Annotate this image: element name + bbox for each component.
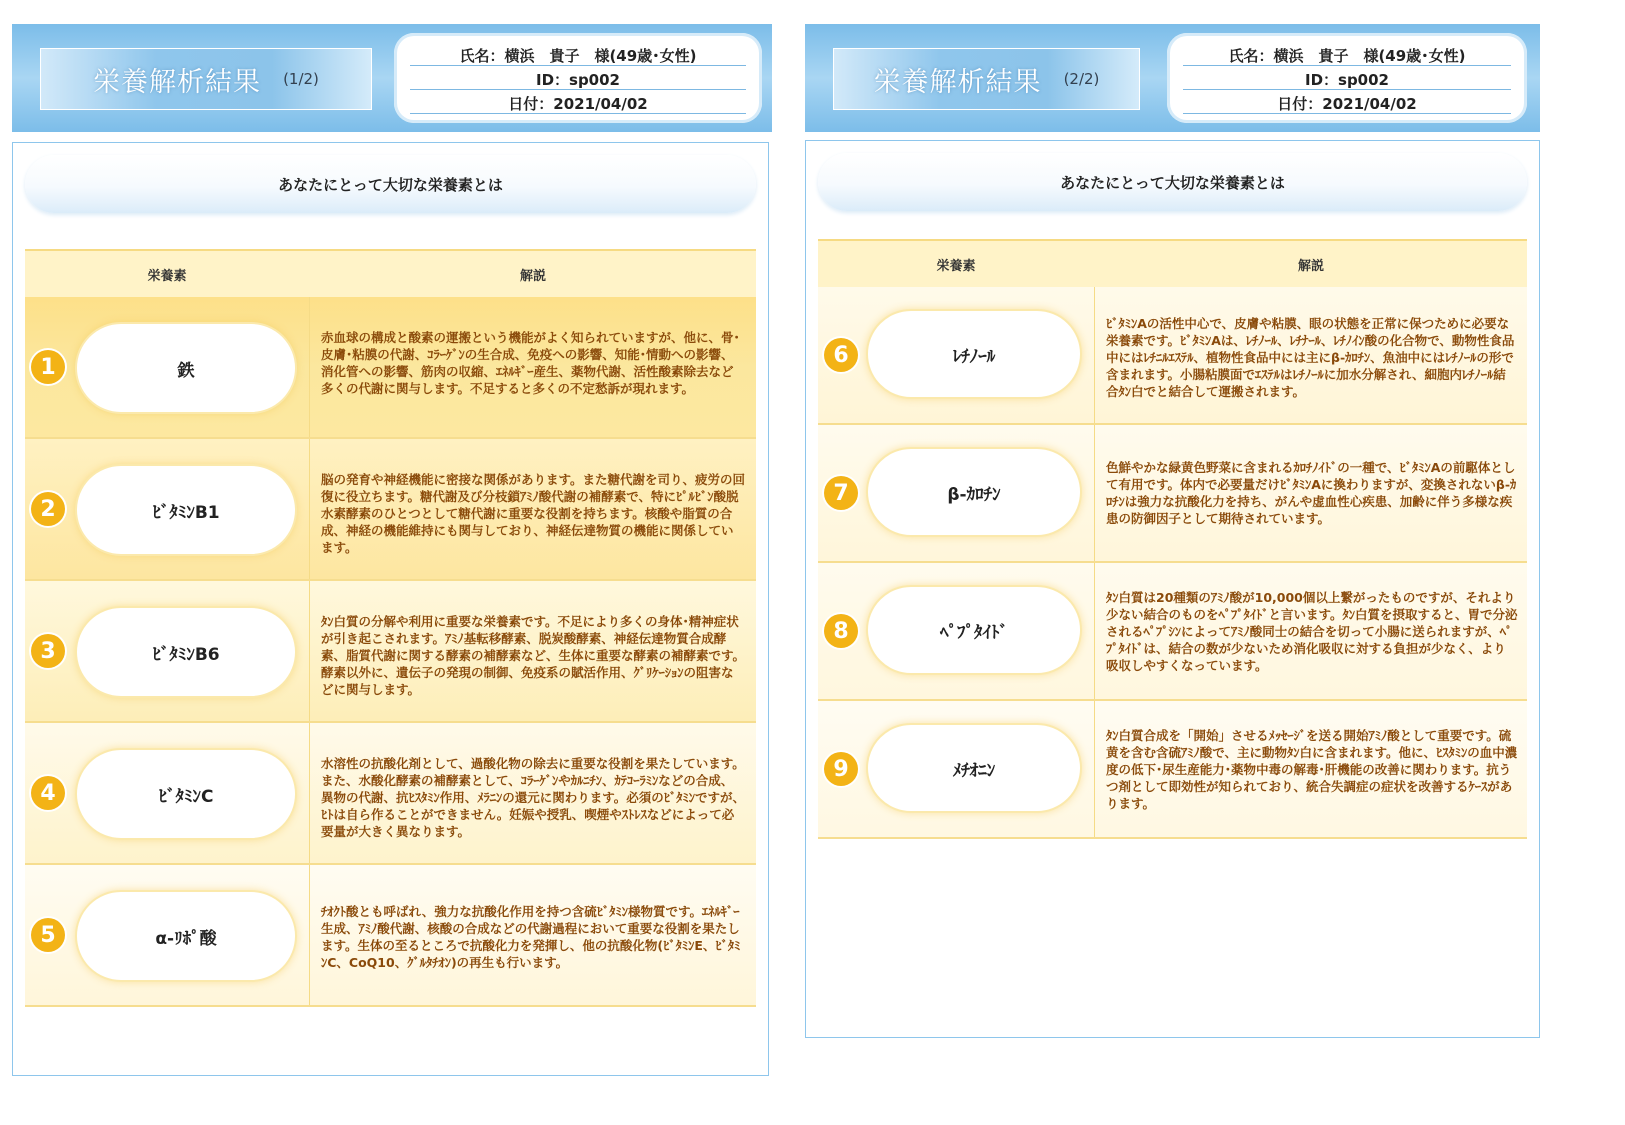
nutrient-description: ﾋﾞﾀﾐﾝAの活性中心で、皮膚や粘膜、眼の状態を正常に保つために必要な栄養素です。ﾋﾞﾀﾐﾝAは、ﾚﾁﾉｰﾙ、ﾚﾁﾅｰﾙ、ﾚﾁﾉｲﾝ酸の化合物で、動物性食品中にはﾚﾁﾆﾙｴｽﾃﾙ、植物性食品中には主にβ-ｶﾛﾁﾝ、魚油中にはﾚﾁﾉｰﾙの形で含まれます。小腸粘膜面でｴｽﾃﾙはﾚﾁﾉｰﾙに加水分解され、細胞内ﾚﾁﾉｰﾙ結合ﾀﾝ白でと結合して運搬されます。 <box>1106 316 1515 399</box>
nutrient-description: 水溶性の抗酸化剤として、過酸化物の除去に重要な役割を果たしています。また、水酸化酵素の補酵素として、ｺﾗｰｹﾞﾝやｶﾙﾆﾁﾝ、ｶﾃｺｰﾗﾐﾝなどの合成、異物の代謝、抗ﾋｽﾀﾐﾝ作用、ﾒﾗﾆﾝの還元に関わります。必須のﾋﾞﾀﾐﾝですが、ﾋﾄは自ら作ることができません。妊娠や授乳、喫煙やｽﾄﾚｽなどによって必要量が大きく異なります。 <box>321 756 746 839</box>
row-number-badge: 1 <box>31 350 65 384</box>
nutrient-name-pill: ﾍﾟﾌﾟﾀｲﾄﾞ <box>866 585 1082 675</box>
nutrient-name-pill: β-ｶﾛﾁﾝ <box>866 447 1082 537</box>
column-divider <box>1094 425 1095 561</box>
nutrient-name-pill: α-ﾘﾎﾟ酸 <box>75 890 297 982</box>
table-row <box>818 287 1527 425</box>
report-header <box>12 24 772 132</box>
row-number-badge: 8 <box>824 614 858 648</box>
nutrient-name-pill: ﾚﾁﾉｰﾙ <box>866 309 1082 399</box>
nutrient-name-pill: ﾋﾞﾀﾐﾝC <box>75 748 297 840</box>
nutrient-description: 赤血球の構成と酸素の運搬という機能がよく知られていますが、他に、骨･皮膚･粘膜の代謝、ｺﾗｰｹﾞﾝの生合成、免疫への影響、知能･情動への影響、消化管への影響、筋肉の収縮、ｴﾈﾙｷﾞｰ産生、薬物代謝、活性酸素除去など多くの代謝に関与します。不足すると多くの不定愁訴が現れます。 <box>321 330 740 396</box>
row-number-badge: 4 <box>31 776 65 810</box>
table-row <box>25 297 756 439</box>
nutrient-description: 脳の発育や神経機能に密接な関係があります。また糖代謝を司り、疲労の回復に役立ちます。糖代謝及び分枝鎖ｱﾐﾉ酸代謝の補酵素で、特にﾋﾟﾙﾋﾞﾝ酸脱水素酵素のひとつとして糖代謝に重要な役割を持ちます。核酸や脂質の合成、神経の機能維持にも関与しており、神経伝達物質の機能に関係しています。 <box>321 472 746 555</box>
report-title: 栄養解析結果 <box>873 66 1042 98</box>
report-body <box>805 140 1540 1038</box>
patient-name: 氏名：横浜 貴子 様(49歳･女性) <box>410 45 746 66</box>
report-date: 日付：2021/04/02 <box>1183 93 1511 114</box>
nutrient-description: ﾁｵｸﾄ酸とも呼ばれ、強力な抗酸化作用を持つ含硫ﾋﾞﾀﾐﾝ様物質です。ｴﾈﾙｷﾞｰ生成、ｱﾐﾉ酸代謝、核酸の合成などの代謝過程において重要な役割を果たします。生体の至るところで抗酸化力を発揮し、他の抗酸化物(ﾋﾞﾀﾐﾝE、ﾋﾞﾀﾐﾝC、CoQ10、ｸﾞﾙﾀﾁｵﾝ)の再生も行います。 <box>321 904 741 970</box>
patient-id: ID：sp002 <box>1183 69 1511 90</box>
nutrient-table <box>818 239 1527 839</box>
nutrient-description: ﾀﾝ白質の分解や利用に重要な栄養素です。不足により多くの身体･精神症状が引き起こされます。ｱﾐﾉ基転移酵素、脱炭酸酵素、神経伝達物質合成酵素、脂質代謝に関する酵素の補酵素など、生体に重要な酵素の補酵素です。酵素以外に、遺伝子の発現の制御、免疫系の賦活作用、ｸﾞﾘｹｰｼｮﾝの阻害などに関与します。 <box>321 614 746 697</box>
report-title: 栄養解析結果 <box>93 66 262 98</box>
row-number-badge: 5 <box>31 918 65 952</box>
column-divider <box>1094 287 1095 423</box>
title-box <box>833 48 1140 110</box>
column-divider <box>309 297 310 437</box>
table-row <box>25 581 756 723</box>
table-row <box>25 723 756 865</box>
patient-id: ID：sp002 <box>410 69 746 90</box>
table-header <box>818 239 1527 289</box>
nutrient-name-pill: ﾋﾞﾀﾐﾝB1 <box>75 464 297 556</box>
nutrient-description: ﾀﾝ白質合成を「開始」させるﾒｯｾｰｼﾞを送る開始ｱﾐﾉ酸として重要です。硫黄を含む含硫ｱﾐﾉ酸で、主に動物ﾀﾝ白に含まれます。他に、ﾋｽﾀﾐﾝの血中濃度の低下･尿生産能力･薬物中毒の解毒･肝機能の改善に関わります。抗うつ剤として即効性が知られており、統合失調症の症状を改善するｹｰｽがあります。 <box>1106 728 1518 811</box>
column-divider <box>1094 563 1095 699</box>
column-header-nutrient: 栄養素 <box>147 268 187 284</box>
table-header <box>25 249 756 299</box>
section-heading: あなたにとって大切な栄養素とは <box>818 153 1527 211</box>
report-body <box>12 142 769 1076</box>
row-number-badge: 6 <box>824 338 858 372</box>
report-date: 日付：2021/04/02 <box>410 93 746 114</box>
nutrient-description: 色鮮やかな緑黄色野菜に含まれるｶﾛﾁﾉｲﾄﾞの一種で、ﾋﾞﾀﾐﾝAの前駆体として有用です。体内で必要量だけﾋﾞﾀﾐﾝAに換わりますが、変換されないβ-ｶﾛﾁﾝは強力な抗酸化力を持ち、がんや虚血性心疾患、加齢に伴う多様な疾患の防御因子として期待されています。 <box>1106 460 1517 526</box>
column-divider <box>309 865 310 1005</box>
report-header <box>805 24 1540 132</box>
table-row <box>25 865 756 1007</box>
column-divider <box>309 723 310 863</box>
column-divider <box>309 581 310 721</box>
table-row <box>818 425 1527 563</box>
column-divider <box>309 439 310 579</box>
nutrient-name-pill: ﾒﾁｵﾆﾝ <box>866 723 1082 813</box>
patient-name: 氏名：横浜 貴子 様(49歳･女性) <box>1183 45 1511 66</box>
nutrient-name-pill: 鉄 <box>75 322 297 414</box>
column-header-description: 解説 <box>1297 258 1324 274</box>
row-number-badge: 3 <box>31 634 65 668</box>
table-row <box>818 563 1527 701</box>
section-heading: あなたにとって大切な栄養素とは <box>25 155 756 213</box>
nutrient-name-pill: ﾋﾞﾀﾐﾝB6 <box>75 606 297 698</box>
page-indicator: (2/2) <box>1063 70 1100 88</box>
column-divider <box>1094 701 1095 837</box>
nutrient-description: ﾀﾝ白質は20種類のｱﾐﾉ酸が10,000個以上繋がったものですが、それより少ない結合のものをﾍﾟﾌﾟﾀｲﾄﾞと言います。ﾀﾝ白質を摂取すると、胃で分泌されるﾍﾟﾌﾟｼﾝによってｱﾐﾉ酸同士の結合を切って小腸に送られますが、ﾍﾟﾌﾟﾀｲﾄﾞは、結合の数が少ないため消化吸収に対する負担が少なく、より吸収しやすくなっています。 <box>1106 590 1518 673</box>
patient-info-box <box>394 33 762 123</box>
report-page-1 <box>12 24 772 1124</box>
row-number-badge: 7 <box>824 476 858 510</box>
column-header-nutrient: 栄養素 <box>936 258 976 274</box>
nutrient-table <box>25 249 756 1009</box>
title-box <box>40 48 372 110</box>
table-row <box>25 439 756 581</box>
table-row <box>818 701 1527 839</box>
row-number-badge: 9 <box>824 752 858 786</box>
page-indicator: (1/2) <box>283 70 319 88</box>
report-page-2 <box>805 24 1545 1124</box>
column-header-description: 解説 <box>519 268 546 284</box>
row-number-badge: 2 <box>31 492 65 526</box>
patient-info-box <box>1167 33 1527 123</box>
